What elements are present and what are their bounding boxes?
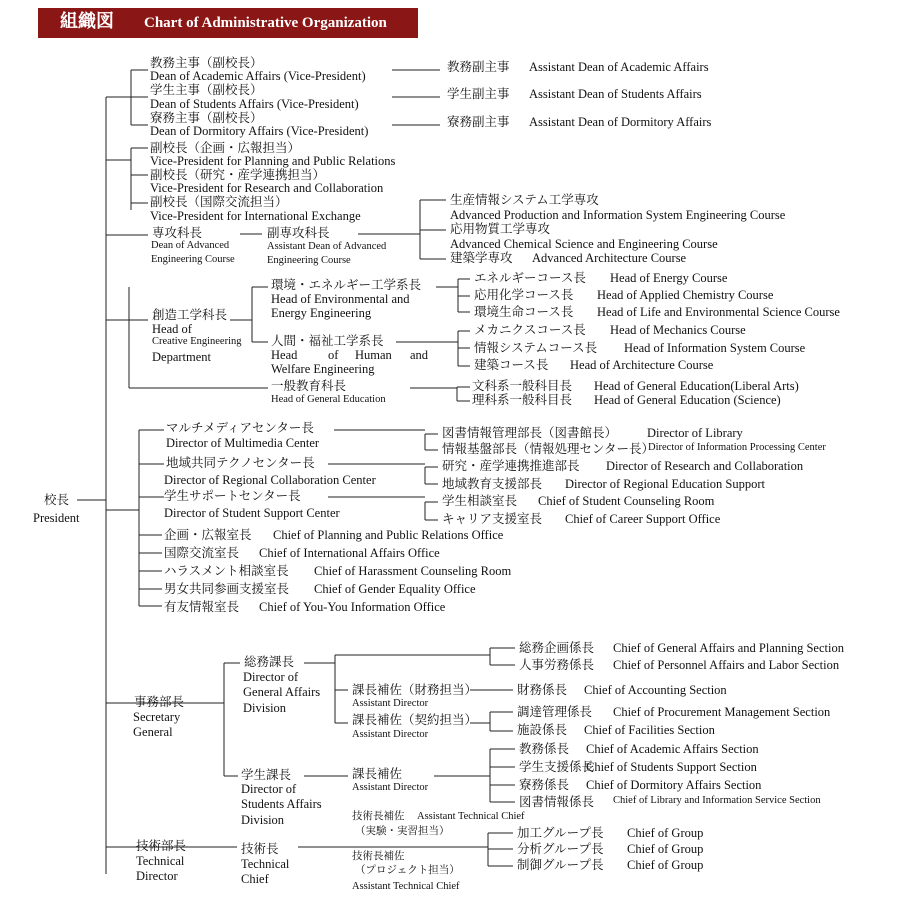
label-ge-jp: 一般教育科長 <box>271 378 347 393</box>
label-cre-en1: Head of <box>152 322 192 336</box>
label-ip-en: Director of Information Processing Center <box>648 442 826 453</box>
label-hum-jp: 人間・福祉工学系長 <box>271 333 384 348</box>
label-h1-jp: メカニクスコース長 <box>474 322 586 337</box>
label-sg-jp: 事務部長 <box>134 694 185 709</box>
label-president-jp: 校長 <box>44 492 70 507</box>
label-rc-jp: 地域共同テクノセンター長 <box>166 455 315 470</box>
label-ge-off-jp: 男女共同参画支援室長 <box>164 581 290 596</box>
label-atc1-jp1: 技術長補佐 <box>352 811 405 822</box>
title-jp: 組織図 <box>60 11 114 32</box>
label-atc1-en-inline: Assistant Technical Chief <box>417 811 525 822</box>
label-st-dean-jp: 学生主事（副校長） <box>150 82 263 97</box>
label-sc-jp: 学生相談室長 <box>442 493 518 508</box>
label-ssp-jp: 学生支援係長 <box>519 759 595 774</box>
label-e1-jp: エネルギーコース長 <box>474 270 586 285</box>
label-vp-rc-en: Vice-President for Research and Collaboration <box>150 181 384 195</box>
label-c1-en: Advanced Production and Information System Engineering Course <box>450 208 786 222</box>
label-acc-en: Chief of Accounting Section <box>584 683 727 697</box>
label-ip-jp: 情報基盤部長（情報処理センター長） <box>442 441 655 456</box>
label-rcp-jp: 研究・産学連携推進部長 <box>442 458 580 473</box>
label-yy-en: Chief of You-You Information Office <box>259 600 446 614</box>
label-adv-en1: Dean of Advanced <box>151 240 230 251</box>
label-re-jp: 地域教育支援部長 <box>442 476 543 491</box>
label-atc2-jp2: （プロジェクト担当） <box>355 865 460 876</box>
label-e3-jp: 環境生命コース長 <box>474 304 574 319</box>
label-vp-ie-jp: 副校長（国際交流担当） <box>150 194 288 209</box>
label-e3-en: Head of Life and Environmental Science Course <box>597 305 840 319</box>
label-adf-en: Assistant Director <box>352 698 429 709</box>
label-cre-jp: 創造工学科長 <box>152 307 228 322</box>
label-e1-en: Head of Energy Course <box>610 271 728 285</box>
label-fac-en: Chief of Facilities Section <box>584 723 715 737</box>
label-pal-jp: 人事労務係長 <box>519 657 595 672</box>
label-vp-pr-en: Vice-President for Planning and Public Relations <box>150 154 396 168</box>
label-hc-jp: ハラスメント相談室長 <box>164 563 289 578</box>
title-en: Chart of Administrative Organization <box>144 15 387 31</box>
label-ge-off-en: Chief of Gender Equality Office <box>314 582 476 596</box>
label-ss-jp: 学生サポートセンター長 <box>164 488 301 503</box>
label-lis-jp: 図書情報係長 <box>519 794 595 809</box>
label-cre-en3: Department <box>152 350 212 364</box>
label-adv-asst-en2: Engineering Course <box>267 255 351 266</box>
label-sa-en2: Students Affairs <box>241 797 322 811</box>
label-g1-en: Chief of Group <box>627 826 704 840</box>
label-tc-en1: Technical <box>241 857 290 871</box>
label-hum-en1b: of <box>328 348 339 362</box>
label-adv-asst-jp: 副専攻科長 <box>267 225 330 240</box>
label-president-en: President <box>33 511 80 525</box>
label-hum-en1d: and <box>410 348 429 362</box>
label-ac-dean-jp: 教務主事（副校長） <box>150 55 263 70</box>
label-ga-en3: Division <box>243 701 287 715</box>
label-h1-en: Head of Mechanics Course <box>610 323 746 337</box>
label-g3-en: Chief of Group <box>627 858 704 872</box>
label-cs-en: Chief of Career Support Office <box>565 512 721 526</box>
label-dor-en: Chief of Dormitory Affairs Section <box>586 778 762 792</box>
label-h3-jp: 建築コース長 <box>474 357 549 372</box>
label-st-dean-en: Dean of Students Affairs (Vice-President) <box>150 97 359 111</box>
label-hc-en: Chief of Harassment Counseling Room <box>314 564 512 578</box>
label-ss-en: Director of Student Support Center <box>164 506 340 520</box>
label-vp-rc-jp: 副校長（研究・産学連携担当） <box>150 167 326 182</box>
label-hum-en1a: Head <box>271 348 298 362</box>
label-aa-jp: 教務係長 <box>519 741 570 756</box>
label-ge-en: Head of General Education <box>271 394 386 405</box>
label-h2-en: Head of Information System Course <box>624 341 806 355</box>
label-g2-jp: 分析グループ長 <box>517 841 604 856</box>
label-ge2-jp: 理科系一般科目長 <box>472 392 573 407</box>
label-ga-en1: Director of <box>243 670 299 684</box>
label-td-en2: Director <box>136 869 178 883</box>
label-ssp-en: Chief of Students Support Section <box>586 760 757 774</box>
label-g3-jp: 制御グループ長 <box>517 857 604 872</box>
label-adf-jp: 課長補佐（財務担当） <box>352 682 478 697</box>
label-sg-en1: Secretary <box>133 710 181 724</box>
label-ge1-jp: 文科系一般科目長 <box>472 378 573 393</box>
label-vp-pr-jp: 副校長（企画・広報担当） <box>150 140 301 155</box>
label-adc-jp: 課長補佐（契約担当） <box>352 712 478 727</box>
label-adv-asst-en1: Assistant Dean of Advanced <box>267 241 387 252</box>
label-c2-en: Advanced Chemical Science and Engineering Course <box>450 237 718 251</box>
label-h2-jp: 情報システムコース長 <box>474 340 598 355</box>
label-lis-en: Chief of Library and Information Service Section <box>613 795 821 806</box>
label-tc-en2: Chief <box>241 872 269 886</box>
label-adv-en2: Engineering Course <box>151 254 235 265</box>
label-c3-en: Advanced Architecture Course <box>532 251 687 265</box>
label-do-asst-en: Assistant Dean of Dormitory Affairs <box>529 115 712 129</box>
label-rcp-en: Director of Research and Collaboration <box>606 459 804 473</box>
label-atc1-jp2: （実験・実習担当） <box>355 826 450 837</box>
label-pro-en: Chief of Procurement Management Section <box>613 705 831 719</box>
label-ppr-en: Chief of Planning and Public Relations Office <box>273 528 504 542</box>
label-sc-en: Chief of Student Counseling Room <box>538 494 715 508</box>
label-do-asst-jp: 寮務副主事 <box>447 114 510 129</box>
label-mm-en: Director of Multimedia Center <box>166 436 320 450</box>
label-re-en: Director of Regional Education Support <box>565 477 765 491</box>
label-ia-jp: 国際交流室長 <box>164 545 240 560</box>
label-e2-jp: 応用化学コース長 <box>474 287 574 302</box>
label-env-jp: 環境・エネルギー工学系長 <box>271 277 422 292</box>
label-env-en2: Energy Engineering <box>271 306 372 320</box>
label-fac-jp: 施設係長 <box>517 722 568 737</box>
label-do-dean-en: Dean of Dormitory Affairs (Vice-President) <box>150 124 369 138</box>
label-ac-dean-en: Dean of Academic Affairs (Vice-President) <box>150 69 366 83</box>
label-hum-en1c: Human <box>355 348 392 362</box>
label-sa-jp: 学生課長 <box>241 767 292 782</box>
label-ge1-en: Head of General Education(Liberal Arts) <box>594 379 799 393</box>
label-vp-ie-en: Vice-President for International Exchange <box>150 209 361 223</box>
label-rc-en: Director of Regional Collaboration Center <box>164 473 376 487</box>
label-env-en1: Head of Environmental and <box>271 292 410 306</box>
label-lib-en: Director of Library <box>647 426 743 440</box>
label-g2-en: Chief of Group <box>627 842 704 856</box>
label-yy-jp: 有友情報室長 <box>164 599 240 614</box>
label-do-dean-jp: 寮務主事（副校長） <box>150 110 263 125</box>
label-mm-jp: マルチメディアセンター長 <box>166 420 314 435</box>
label-sg-en2: General <box>133 725 173 739</box>
label-g1-jp: 加工グループ長 <box>517 825 604 840</box>
label-hum-en2: Welfare Engineering <box>271 362 375 376</box>
label-ga-jp: 総務課長 <box>244 654 295 669</box>
label-sa-en3: Division <box>241 813 285 827</box>
label-st-asst-jp: 学生副主事 <box>447 86 510 101</box>
label-e2-en: Head of Applied Chemistry Course <box>597 288 774 302</box>
label-gap-jp: 総務企画係長 <box>519 640 595 655</box>
label-c1-jp: 生産情報システム工学専攻 <box>450 192 599 207</box>
label-st-asst-en: Assistant Dean of Students Affairs <box>529 87 702 101</box>
label-sa-en1: Director of <box>241 782 297 796</box>
label-lib-jp: 図書情報管理部長（図書館長） <box>442 425 618 440</box>
label-ia-en: Chief of International Affairs Office <box>259 546 440 560</box>
label-ge2-en: Head of General Education (Science) <box>594 393 781 407</box>
label-ads-jp: 課長補佐 <box>352 766 403 781</box>
label-h3-en: Head of Architecture Course <box>570 358 714 372</box>
label-ac-asst-en: Assistant Dean of Academic Affairs <box>529 60 709 74</box>
label-cs-jp: キャリア支援室長 <box>442 511 543 526</box>
label-ga-en2: General Affairs <box>243 685 321 699</box>
label-td-en1: Technical <box>136 854 185 868</box>
label-ads-en: Assistant Director <box>352 782 429 793</box>
label-cre-en2: Creative Engineering <box>152 336 242 347</box>
label-ppr-jp: 企画・広報室長 <box>164 527 252 542</box>
label-tc-jp: 技術長 <box>241 841 279 856</box>
title-banner <box>38 8 418 38</box>
label-adv-jp: 専攻科長 <box>152 225 203 240</box>
label-aa-en: Chief of Academic Affairs Section <box>586 742 759 756</box>
label-atc2-en: Assistant Technical Chief <box>352 881 460 892</box>
label-pal-en: Chief of Personnel Affairs and Labor Section <box>613 658 840 672</box>
label-ac-asst-jp: 教務副主事 <box>447 59 510 74</box>
label-atc2-jp1: 技術長補佐 <box>352 851 405 862</box>
label-acc-jp: 財務係長 <box>517 682 568 697</box>
label-dor-jp: 寮務係長 <box>519 777 570 792</box>
label-gap-en: Chief of General Affairs and Planning Section <box>613 641 844 655</box>
label-c3-jp: 建築学専攻 <box>450 250 513 265</box>
label-c2-jp: 応用物質工学専攻 <box>450 221 551 236</box>
label-adc-en: Assistant Director <box>352 729 429 740</box>
label-pro-jp: 調達管理係長 <box>517 704 593 719</box>
label-td-jp: 技術部長 <box>136 838 187 853</box>
